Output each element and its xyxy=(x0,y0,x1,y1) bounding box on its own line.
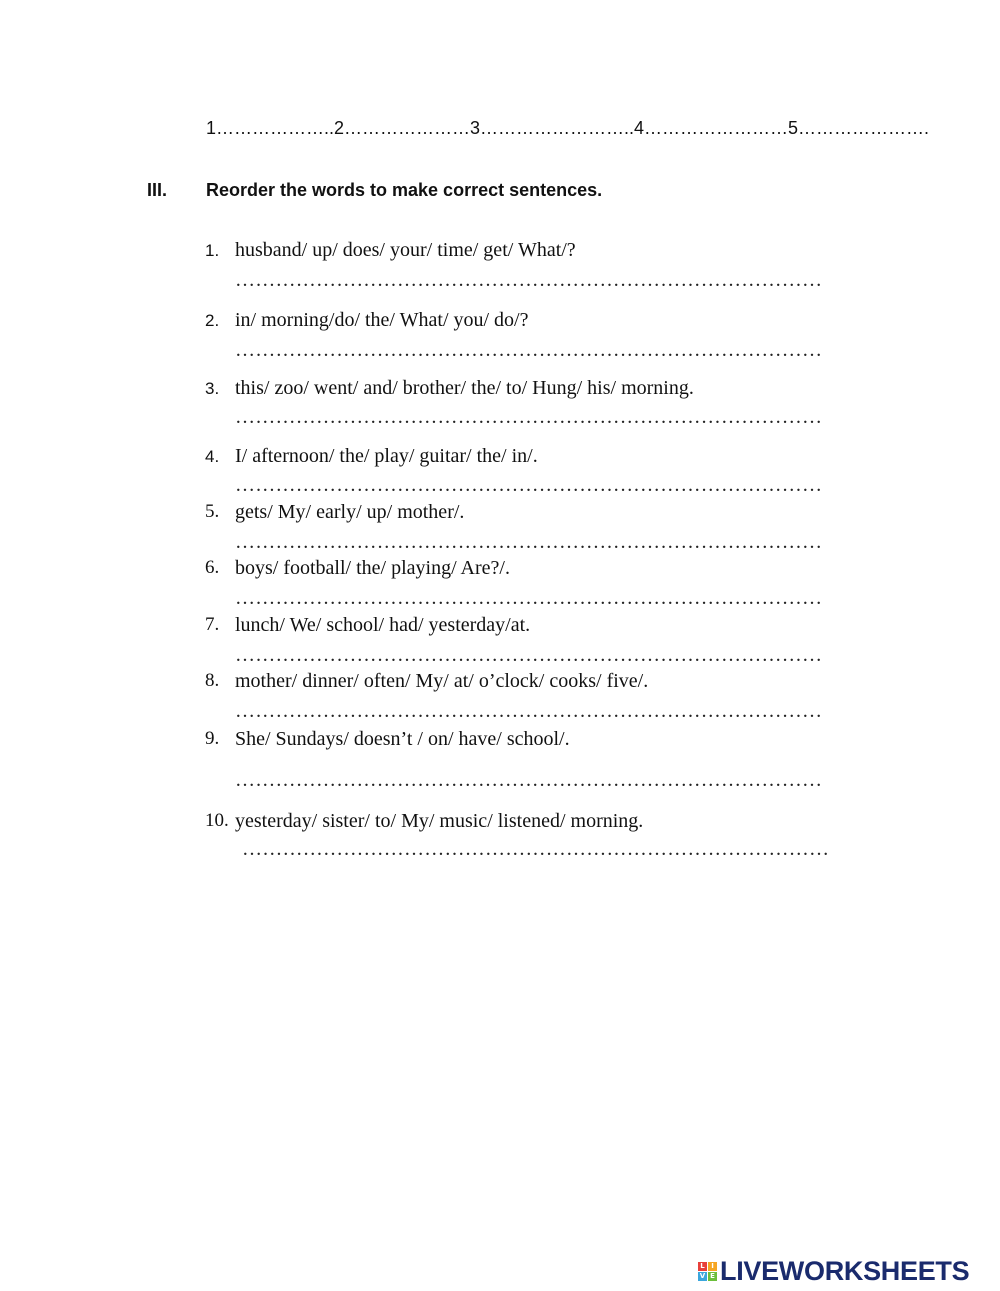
answer-line[interactable]: …………………………………………………………………………… xyxy=(235,339,823,361)
item-number: 9. xyxy=(205,728,220,749)
item-number: 4. xyxy=(205,447,220,466)
answer-line[interactable]: …………………………………………………………………………… xyxy=(235,769,823,791)
item-number: 6. xyxy=(205,557,220,578)
item-number: 1. xyxy=(205,241,220,260)
answer-line[interactable]: …………………………………………………………………………… xyxy=(235,644,823,666)
logo-block-i: I xyxy=(708,1262,717,1271)
item-number: 7. xyxy=(205,614,220,635)
liveworksheets-logo xyxy=(698,1257,969,1285)
section-title: Reorder the words to make correct sentences. xyxy=(206,180,603,200)
logo-block-l: L xyxy=(698,1262,707,1271)
answer-key-row: 1………………..2…………………3……………………..4……………………5…………………. xyxy=(206,118,930,138)
item-number: 2. xyxy=(205,311,220,330)
logo-block-v: V xyxy=(699,1271,706,1280)
item-prompt: She/ Sundays/ doesn’t / on/ have/ school/. xyxy=(235,728,570,750)
item-number: 8. xyxy=(205,670,220,691)
item-number: 5. xyxy=(205,501,220,522)
item-prompt: yesterday/ sister/ to/ My/ music/ listened/ morning. xyxy=(235,810,644,832)
answer-line[interactable]: …………………………………………………………………………… xyxy=(235,700,823,722)
logo-mark-icon xyxy=(698,1262,717,1281)
answer-line[interactable]: …………………………………………………………………………… xyxy=(235,269,823,291)
item-prompt: mother/ dinner/ often/ My/ at/ o’clock/ cooks/ five/. xyxy=(235,670,649,692)
answer-line[interactable]: …………………………………………………………………………… xyxy=(235,587,823,609)
answer-line[interactable]: …………………………………………………………………………… xyxy=(235,474,823,496)
item-prompt: I/ afternoon/ the/ play/ guitar/ the/ in/. xyxy=(235,445,538,467)
item-prompt: lunch/ We/ school/ had/ yesterday/at. xyxy=(235,614,531,636)
section-number: III. xyxy=(147,180,168,200)
item-prompt: in/ morning/do/ the/ What/ you/ do/? xyxy=(235,309,529,331)
logo-block-e: E xyxy=(708,1272,717,1281)
item-prompt: gets/ My/ early/ up/ mother/. xyxy=(235,501,465,523)
logo-text: LIVEWORKSHEETS xyxy=(720,1255,970,1286)
item-prompt: this/ zoo/ went/ and/ brother/ the/ to/ Hung/ his/ morning. xyxy=(235,377,694,399)
item-number: 3. xyxy=(205,379,220,398)
item-prompt: husband/ up/ does/ your/ time/ get/ What/? xyxy=(235,239,576,261)
answer-line[interactable]: …………………………………………………………………………… xyxy=(242,838,830,860)
answer-line[interactable]: …………………………………………………………………………… xyxy=(235,531,823,553)
item-prompt: boys/ football/ the/ playing/ Are?/. xyxy=(235,557,510,579)
answer-line[interactable]: …………………………………………………………………………… xyxy=(235,406,823,428)
item-number: 10. xyxy=(205,810,229,831)
